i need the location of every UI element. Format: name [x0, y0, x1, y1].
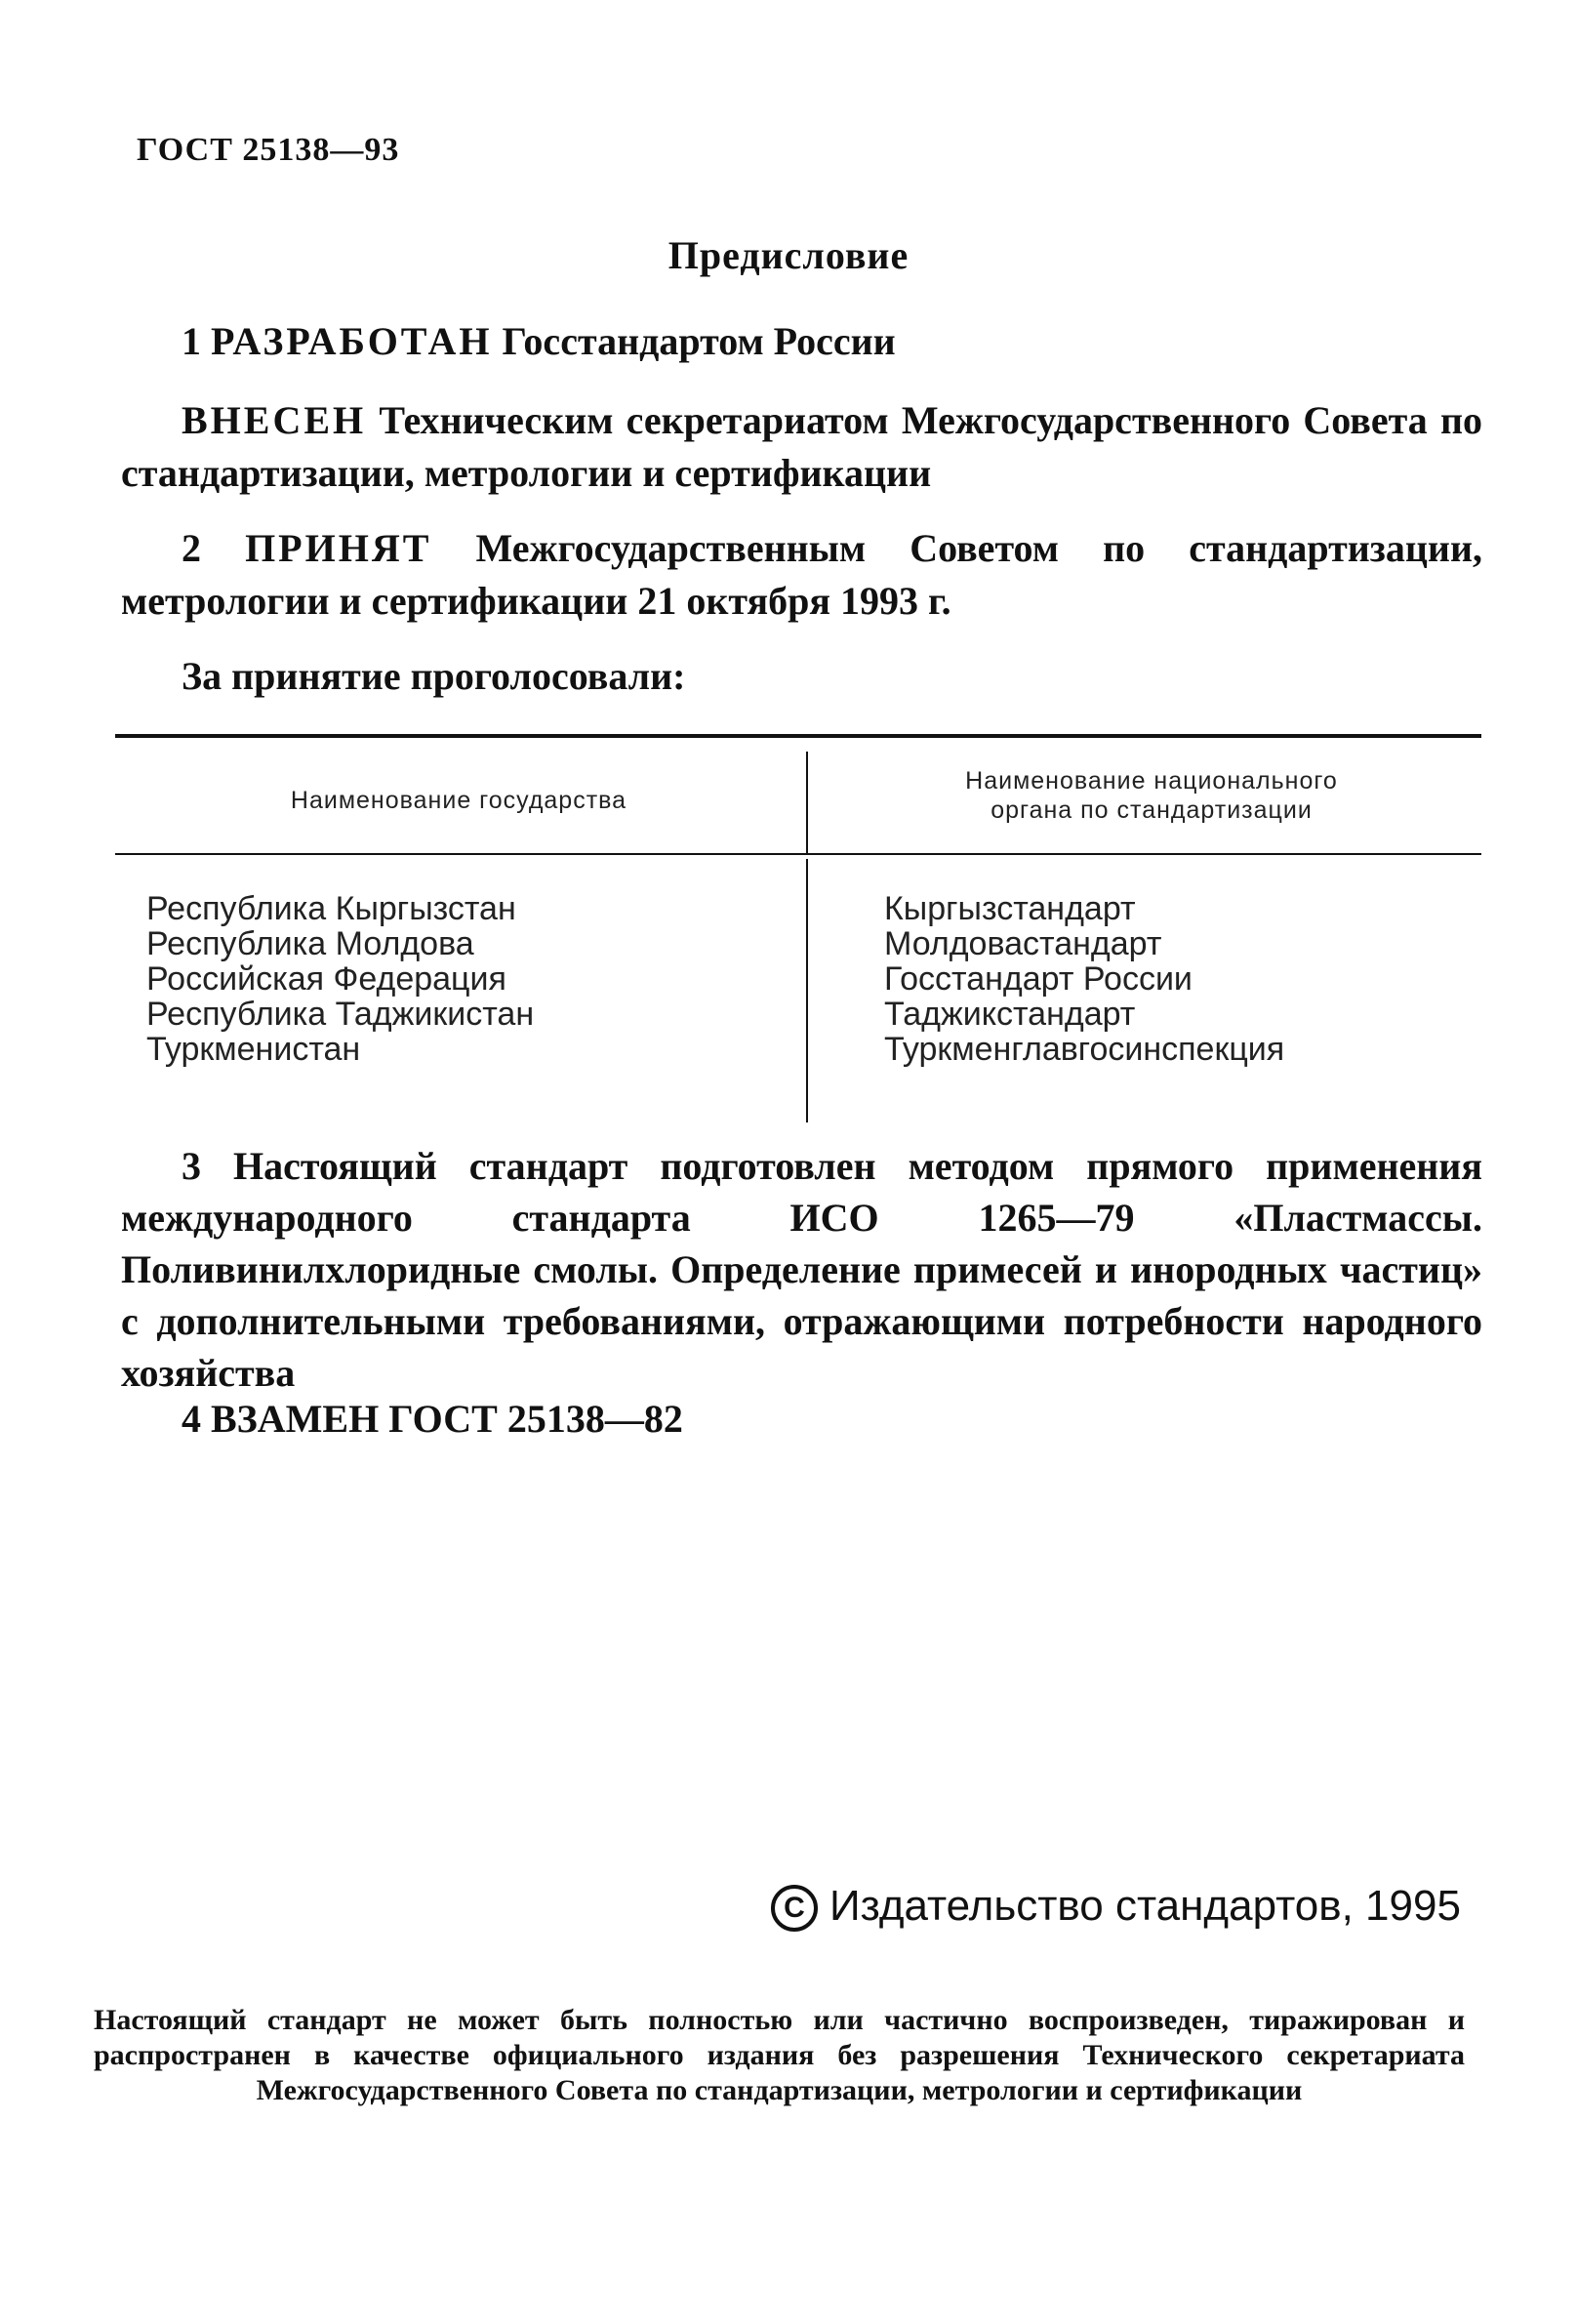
- copyright-icon: C: [771, 1885, 818, 1932]
- col-header-state: Наименование государства: [290, 787, 627, 814]
- item-text: Госстандартом России: [502, 319, 896, 363]
- body-name: Таджикстандарт: [884, 996, 1136, 1033]
- item-number: 1: [182, 319, 201, 363]
- state-name: Республика Таджикистан: [146, 996, 535, 1033]
- col-header-body-line2: органа по стандартизации: [991, 796, 1313, 824]
- voted-label: За принятие проголосовали:: [182, 654, 686, 698]
- table-top-rule: [115, 734, 1481, 738]
- item-keyword: ВНЕСЕН: [182, 398, 367, 442]
- item-method: 3 Настоящий стандарт подготовлен методом прямого применения международного стандарта ИСО 1265—79 «Пластмассы. Поливинилхлоридные смолы. Определение примесей и инородных частиц» с дополнительными требованиями, отражающими потребности народного хозяйства: [121, 1144, 1482, 1395]
- item-keyword: РАЗРАБОТАН: [211, 319, 493, 363]
- table-header-divider: [806, 752, 808, 853]
- col-header-body: [839, 766, 1464, 825]
- item-introduced: [121, 394, 1482, 500]
- item-text: Техническим секретариатом Межгосударственного Совета по стандартизации, метрологии и сертификации: [121, 398, 1482, 495]
- states-column: [146, 891, 534, 1067]
- document-code: ГОСТ 25138—93: [137, 132, 400, 168]
- body-name: Госстандарт России: [884, 960, 1193, 998]
- item-replaces: 4 ВЗАМЕН ГОСТ 25138—82: [182, 1397, 683, 1441]
- item-number: 2: [182, 526, 201, 570]
- copyright-text: Издательство стандартов, 1995: [829, 1882, 1461, 1930]
- body-name: Туркменглавгосинспекция: [884, 1031, 1285, 1068]
- item-keyword: ПРИНЯТ: [245, 526, 432, 570]
- item-text: Межгосударственным Советом по стандартизации, метрологии и сертификации 21 октября 1993 г.: [121, 526, 1483, 623]
- copyright-line: [771, 1882, 1461, 1932]
- col-header-body-line1: Наименование национального: [965, 767, 1338, 795]
- item-adopted: [121, 522, 1482, 628]
- bodies-column: [884, 891, 1284, 1067]
- table-header-rule: [115, 853, 1481, 855]
- body-name: Молдовастандарт: [884, 925, 1162, 962]
- item-developed: [121, 315, 1482, 368]
- table-body-divider: [806, 859, 808, 1122]
- body-name: Кыргызстандарт: [884, 890, 1136, 927]
- state-name: Туркменистан: [146, 1031, 361, 1068]
- page-title: Предисловие: [667, 233, 910, 277]
- state-name: Российская Федерация: [146, 960, 506, 998]
- state-name: Республика Кыргызстан: [146, 890, 516, 927]
- reproduction-notice: Настоящий стандарт не может быть полностью или частично воспроизведен, тиражирован и распространен в качестве официального издания без разрешения Технического секретариата Межгосударственного Совета по стандартизации, метрологии и сертификации: [94, 2004, 1465, 2106]
- state-name: Республика Молдова: [146, 925, 474, 962]
